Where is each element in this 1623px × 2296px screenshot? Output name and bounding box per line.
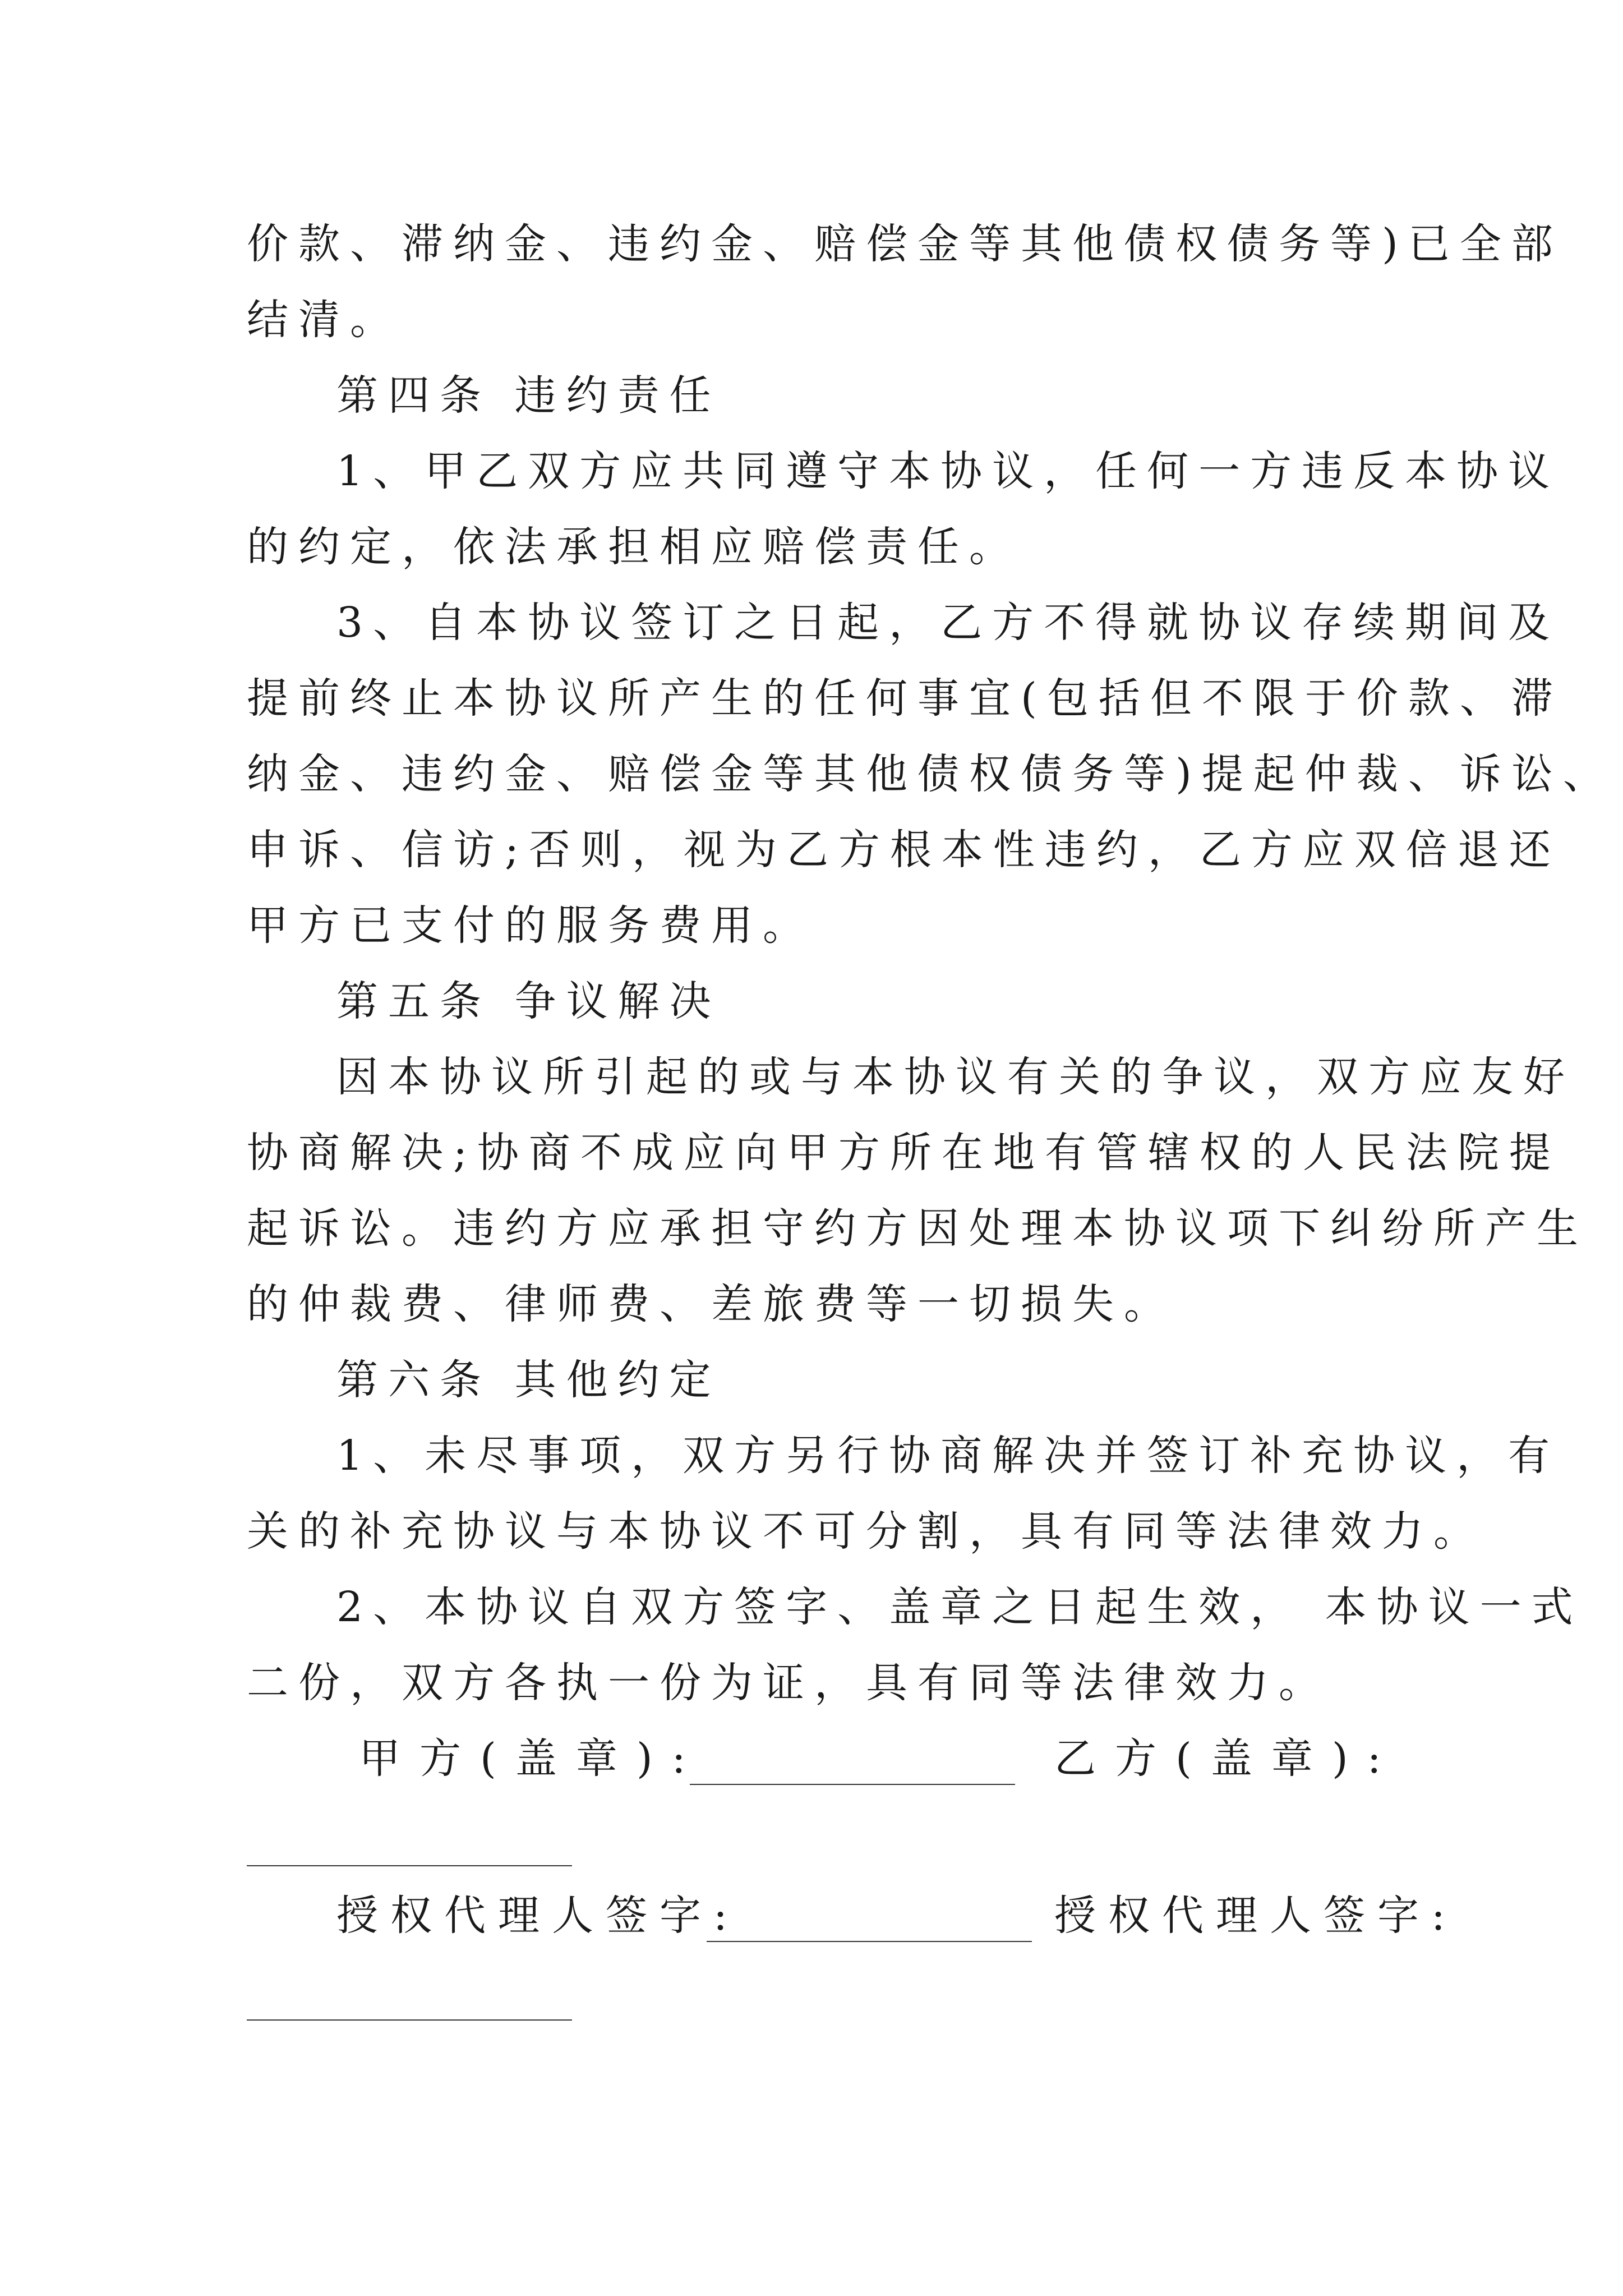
paragraph-line: 的约定，依法承担相应赔偿责任。 — [247, 523, 1021, 571]
party-a-seal-label: 甲方(盖章): — [359, 1734, 705, 1783]
party-b-agent-line — [247, 2019, 572, 2021]
paragraph-line: 3、自本协议签订之日起，乙方不得就协议存续期间及 — [336, 599, 1560, 647]
paragraph-line: 提前终止本协议所产生的任何事宜(包括但不限于价款、滞 — [247, 674, 1563, 723]
paragraph-line: 纳金、违约金、赔偿金等其他债权债务等)提起仲裁、诉讼、 — [247, 750, 1615, 798]
paragraph-line: 协商解决;协商不成应向甲方所在地有管辖权的人民法院提 — [247, 1129, 1561, 1177]
party-a-agent-label: 授权代理人签字: — [336, 1892, 740, 1940]
paragraph-line: 起诉讼。违约方应承担守约方因处理本协议项下纠纷所产生 — [247, 1204, 1588, 1253]
party-b-seal-label: 乙方(盖章): — [1054, 1734, 1400, 1783]
section-heading: 第四条 违约责任 — [336, 371, 721, 420]
party-b-agent-label: 授权代理人签字: — [1054, 1892, 1458, 1940]
paragraph-line: 的仲裁费、律师费、差旅费等一切损失。 — [247, 1280, 1175, 1328]
party-b-seal-line — [247, 1865, 572, 1866]
paragraph-line: 价款、滞纳金、违约金、赔偿金等其他债权债务等)已全部 — [247, 220, 1563, 268]
paragraph-line: 甲方已支付的服务费用。 — [247, 901, 814, 950]
paragraph-line: 1、甲乙双方应共同遵守本协议，任何一方违反本协议 — [336, 447, 1560, 495]
paragraph-line: 结清。 — [247, 296, 402, 344]
paragraph-line: 因本协议所引起的或与本协议有关的争议，双方应友好 — [336, 1053, 1575, 1101]
paragraph-line: 关的补充协议与本协议不可分割，具有同等法律效力。 — [247, 1507, 1485, 1556]
party-a-seal-line — [690, 1784, 1015, 1785]
paragraph-line: 二份，双方各执一份为证，具有同等法律效力。 — [247, 1659, 1330, 1707]
paragraph-line: 申诉、信访;否则，视为乙方根本性违约，乙方应双倍退还 — [247, 826, 1561, 874]
section-heading: 第六条 其他约定 — [336, 1356, 721, 1404]
section-heading: 第五条 争议解决 — [336, 977, 721, 1025]
paragraph-line: 1、未尽事项，双方另行协商解决并签订补充协议，有 — [336, 1432, 1560, 1480]
paragraph-line: 2、本协议自双方签字、盖章之日起生效， 本协议一式 — [336, 1583, 1583, 1631]
party-a-agent-line — [707, 1941, 1032, 1942]
